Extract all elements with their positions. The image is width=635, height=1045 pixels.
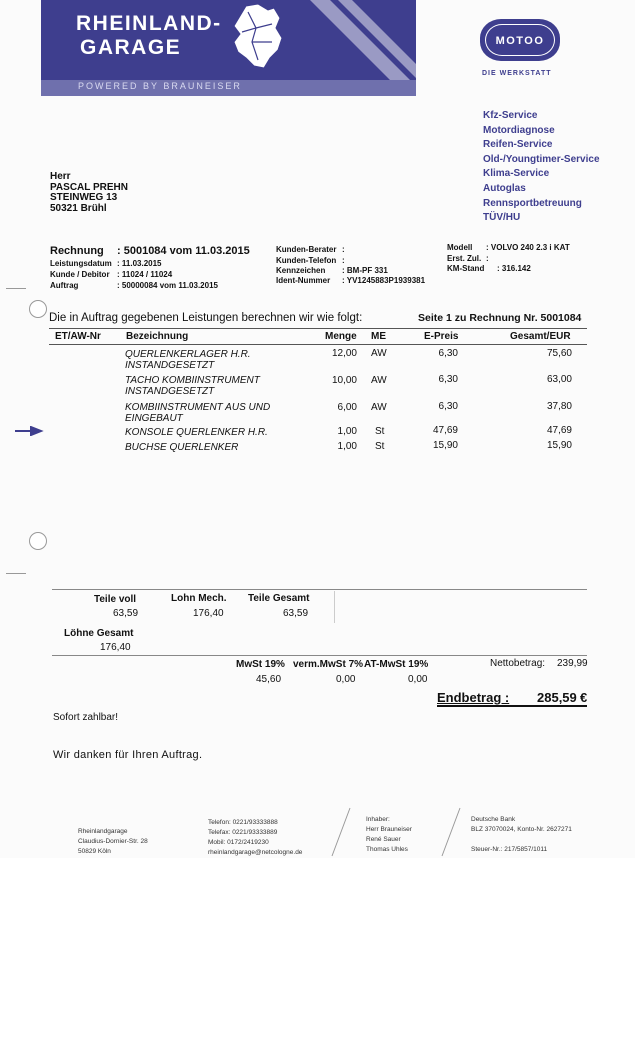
- footer-line: Deutsche Bank: [471, 816, 516, 823]
- item-epreis: 6,30: [438, 374, 458, 385]
- col-me-header: ME: [371, 331, 386, 342]
- banner-diagonal-stripes: [300, 0, 416, 80]
- kennzeichen-value: : BM-PF 331: [342, 266, 388, 275]
- item-menge: 12,00: [331, 348, 357, 359]
- item-gesamt: 75,60: [546, 348, 572, 359]
- item-gesamt: 47,69: [546, 425, 572, 436]
- table-header-rule: [49, 344, 587, 345]
- address-line: Herr: [50, 171, 71, 182]
- modell-label: Modell: [447, 243, 473, 252]
- lohn-mech-label: Lohn Mech.: [171, 593, 227, 604]
- currency-symbol: €: [580, 690, 588, 705]
- fold-mark: [6, 288, 26, 289]
- at-mwst-label: AT-MwSt 19%: [364, 659, 429, 670]
- brand-logo: [76, 12, 222, 60]
- thanks-text: Wir danken für Ihren Auftrag.: [53, 749, 203, 761]
- rechnung-label: Rechnung: [50, 245, 104, 257]
- item-description: TACHO KOMBIINSTRUMENT: [125, 375, 260, 386]
- item-gesamt: 15,90: [546, 440, 572, 451]
- footer-line: BLZ 37070024, Konto-Nr. 2627271: [471, 826, 572, 833]
- item-menge: 1,00: [337, 441, 357, 452]
- footer-line: Steuer-Nr.: 217/5857/1011: [471, 846, 548, 853]
- col-et-header: ET/AW-Nr: [55, 331, 101, 342]
- item-description: BUCHSE QUERLENKER: [125, 442, 239, 453]
- brand-name-line1: RHEINLAND-: [76, 12, 222, 35]
- item-description-cont: EINGEBAUT: [125, 413, 183, 424]
- item-description: QUERLENKERLAGER H.R.: [125, 349, 251, 360]
- item-epreis: 6,30: [438, 401, 458, 412]
- page-reference: Seite 1 zu Rechnung Nr. 5001084: [418, 312, 582, 324]
- footer-line: 50829 Köln: [78, 848, 111, 855]
- footer-line: Inhaber:: [366, 816, 390, 823]
- address-line: 50321 Brühl: [50, 202, 107, 214]
- ident-value: : YV1245883P1939381: [342, 276, 426, 285]
- item-menge: 1,00: [337, 426, 357, 437]
- footer-line: Rheinlandgarage: [78, 828, 128, 835]
- item-me: St: [375, 426, 385, 437]
- services-list: [483, 109, 600, 226]
- item-me: AW: [371, 375, 387, 386]
- telefon-value: :: [342, 256, 345, 265]
- endbetrag-value: 285,59: [537, 690, 577, 705]
- nettobetrag-label: Nettobetrag:: [490, 658, 546, 669]
- service-item: Old-/Youngtimer-Service: [483, 153, 600, 165]
- footer-line: rheinlandgarage@netcologne.de: [208, 849, 303, 856]
- berater-value: :: [342, 245, 345, 254]
- teile-voll-value: 63,59: [113, 608, 139, 619]
- item-epreis: 47,69: [432, 425, 458, 436]
- footer-line: Telefon: 0221/93333888: [208, 819, 278, 826]
- service-item: Autoglas: [483, 182, 526, 194]
- fold-mark: [6, 573, 26, 574]
- footer-contact: [208, 818, 302, 858]
- auftrag-value: : 50000084 vom 11.03.2015: [117, 281, 218, 290]
- lohn-mech-value: 176,40: [193, 608, 224, 619]
- loehne-value: 176,40: [100, 642, 131, 653]
- footer-line: René Sauer: [366, 836, 401, 843]
- nettobetrag-value: 239,99: [557, 658, 588, 669]
- footer-line: Thomas Uhles: [366, 846, 408, 853]
- footer-separators: [330, 806, 470, 858]
- teile-gesamt-label: Teile Gesamt: [248, 593, 310, 604]
- item-menge: 6,00: [337, 402, 357, 413]
- mwst19-label: MwSt 19%: [236, 659, 285, 670]
- item-me: AW: [371, 402, 387, 413]
- footer-line: Herr Brauneiser: [366, 826, 412, 833]
- item-description-cont: INSTANDGESETZT: [125, 360, 215, 371]
- item-me: AW: [371, 348, 387, 359]
- punch-hole: [29, 300, 47, 318]
- footer-line: Mobil: 0172/2419230: [208, 839, 269, 846]
- footer-company: [78, 827, 148, 857]
- teile-voll-label: Teile voll: [94, 594, 137, 605]
- leistungsdatum-value: : 11.03.2015: [117, 259, 162, 268]
- cologne-map-icon: [228, 2, 286, 72]
- table-top-rule: [49, 328, 587, 329]
- kmstand-label: KM-Stand: [447, 264, 485, 273]
- item-description: KONSOLE QUERLENKER H.R.: [125, 427, 268, 438]
- powered-by-text: POWERED BY BRAUNEISER: [78, 81, 242, 91]
- address-line: PASCAL PREHN: [50, 181, 128, 193]
- totals-top-rule: [52, 589, 587, 590]
- footer-line: Telefax: 0221/93333889: [208, 829, 278, 836]
- teile-gesamt-value: 63,59: [283, 608, 309, 619]
- col-gesamt-header: Gesamt/EUR: [510, 331, 571, 342]
- mwst7-value: 0,00: [336, 674, 356, 685]
- address-line: STEINWEG 13: [50, 192, 118, 203]
- motoo-logo-text: MOTOO: [485, 24, 555, 56]
- footer-line: [471, 835, 572, 845]
- service-item: Klima-Service: [483, 168, 550, 180]
- modell-value: : VOLVO 240 2.3 i KAT: [486, 243, 570, 252]
- item-menge: 10,00: [331, 375, 357, 386]
- service-item: Reifen-Service: [483, 139, 553, 151]
- erstzul-label: Erst. Zul.: [447, 254, 482, 263]
- item-description: KOMBIINSTRUMENT AUS UND: [125, 402, 271, 413]
- col-menge-header: Menge: [325, 331, 357, 342]
- totals-mid-rule: [52, 655, 587, 656]
- mwst19-value: 45,60: [256, 674, 282, 685]
- werkstatt-text: DIE WERKSTATT: [482, 70, 552, 77]
- berater-label: Kunden-Berater: [276, 245, 337, 254]
- auftrag-label: Auftrag: [50, 281, 79, 290]
- service-item: TÜV/HU: [483, 212, 521, 224]
- kunde-value: : 11024 / 11024: [117, 270, 173, 279]
- col-bezeichnung-header: Bezeichnung: [126, 331, 189, 342]
- footer-bank: [471, 815, 572, 855]
- kunde-label: Kunde / Debitor: [50, 270, 110, 279]
- item-me: St: [375, 441, 385, 452]
- kmstand-value: : 316.142: [497, 264, 531, 273]
- arrow-mark-icon: [15, 426, 45, 436]
- brand-name-line2: GARAGE: [80, 36, 182, 59]
- endbetrag-label: Endbetrag :: [437, 690, 510, 705]
- recipient-address: [50, 172, 128, 214]
- rechnung-value: : 5001084 vom 11.03.2015: [117, 245, 250, 257]
- loehne-label: Löhne Gesamt: [64, 628, 134, 639]
- motoo-logo: [480, 19, 560, 61]
- sofort-zahlbar-text: Sofort zahlbar!: [53, 712, 119, 723]
- service-item: Motordiagnose: [483, 124, 555, 136]
- leistungsdatum-label: Leistungsdatum: [50, 259, 112, 268]
- footer-line: Claudius-Dornier-Str. 28: [78, 838, 148, 845]
- mwst7-label: verm.MwSt 7%: [293, 659, 364, 670]
- item-gesamt: 37,80: [546, 401, 572, 412]
- at-mwst-value: 0,00: [408, 674, 428, 685]
- service-item: Kfz-Service: [483, 110, 538, 121]
- item-epreis: 15,90: [432, 440, 458, 451]
- telefon-label: Kunden-Telefon: [276, 256, 337, 265]
- ident-label: Ident-Nummer: [276, 276, 331, 285]
- item-gesamt: 63,00: [546, 374, 572, 385]
- erstzul-value: :: [486, 254, 489, 263]
- kennzeichen-label: Kennzeichen: [276, 266, 326, 275]
- item-epreis: 6,30: [438, 348, 458, 359]
- endbetrag-underline: [437, 705, 587, 707]
- service-item: Rennsportbetreuung: [483, 197, 582, 209]
- punch-hole: [29, 532, 47, 550]
- totals-divider: [334, 591, 335, 623]
- col-epreis-header: E-Preis: [424, 331, 459, 342]
- item-description-cont: INSTANDGESETZT: [125, 386, 215, 397]
- intro-text: Die in Auftrag gegebenen Leistungen berechnen wir wie folgt:: [49, 312, 363, 324]
